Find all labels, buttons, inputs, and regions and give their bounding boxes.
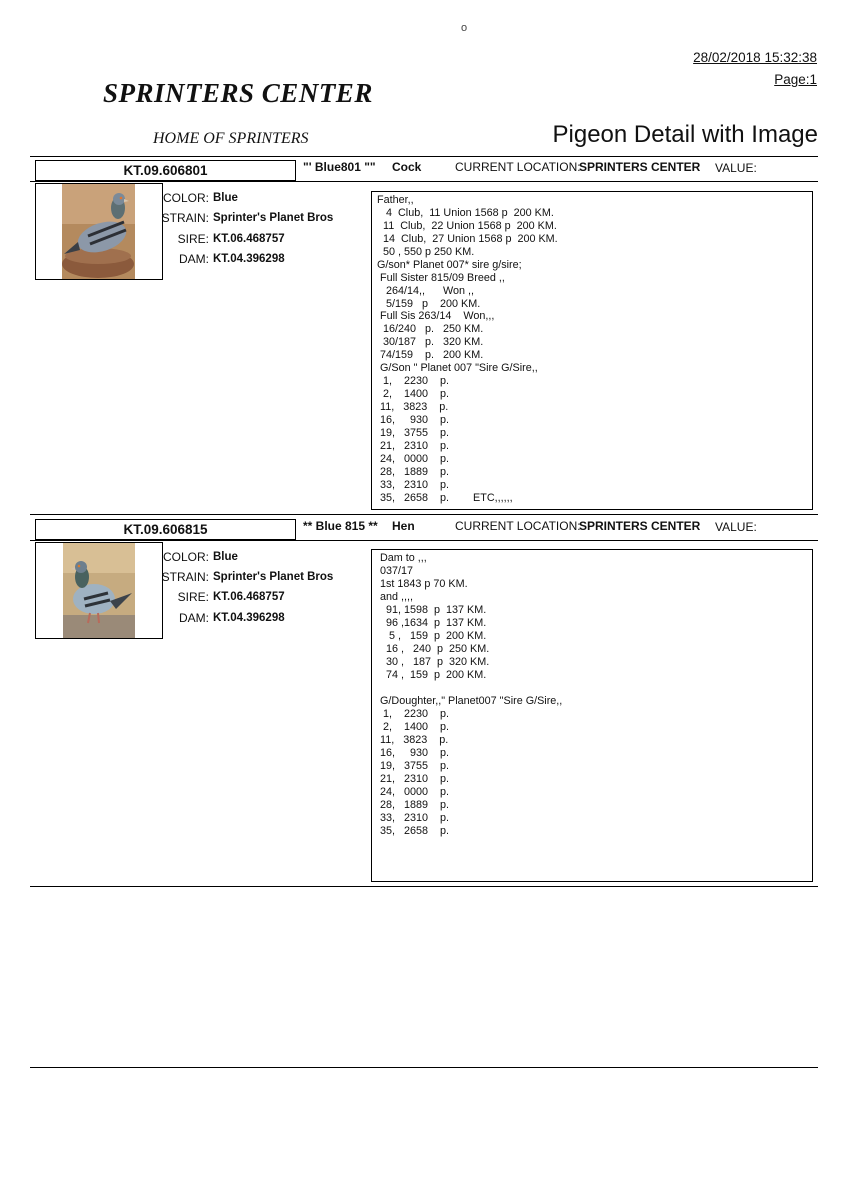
sire-label: SIRE: <box>177 590 209 604</box>
note-line: 16, 930 p. <box>377 747 450 759</box>
note-line: 24, 0000 p. <box>377 786 450 798</box>
note-line: Dam to ,,, <box>377 552 427 564</box>
note-line: G/son* Planet 007* sire g/sire; <box>377 258 522 271</box>
note-line: 2, 1400 p. <box>377 388 450 401</box>
note-line: 5/159 p 200 KM. <box>377 297 481 310</box>
strain-value: Sprinter's Planet Bros <box>213 212 334 224</box>
strain-label: STRAIN: <box>161 211 209 225</box>
color-value: Blue <box>213 192 238 204</box>
location-value: SPRINTERS CENTER <box>579 519 701 533</box>
note-line: 16, 930 p. <box>377 413 450 426</box>
pigeon-name: "' Blue801 "" <box>303 160 376 174</box>
note-line: 19, 3755 p. <box>377 426 450 439</box>
note-line: 11, 3823 p. <box>377 401 449 413</box>
ring-number: KT.09.606801 <box>35 160 296 181</box>
record-divider <box>30 514 818 515</box>
note-line: 14 Club, 27 Union 1568 p 200 KM. <box>377 232 558 245</box>
note-line: 74/159 p. 200 KM. <box>377 349 484 362</box>
report-title: Pigeon Detail with Image <box>552 121 818 148</box>
note-line: 33, 2310 p. <box>377 812 450 824</box>
company-tagline: HOME OF SPRINTERS <box>153 130 309 147</box>
note-line: G/Son " Planet 007 "Sire G/Sire,, <box>377 362 538 375</box>
note-line: 33, 2310 p. <box>377 478 450 491</box>
note-line: 2, 1400 p. <box>377 721 450 733</box>
location-label: CURRENT LOCATION: <box>455 519 581 533</box>
ring-number: KT.09.606815 <box>35 519 296 540</box>
note-line: 4 Club, 11 Union 1568 p 200 KM. <box>377 206 554 219</box>
note-line: 35, 2658 p. <box>377 825 450 837</box>
note-line: 35, 2658 p. ETC,,,,,, <box>377 491 513 504</box>
page-number: Page:1 <box>774 72 817 87</box>
pigeon-sex: Hen <box>392 519 415 533</box>
note-line: 19, 3755 p. <box>377 760 450 772</box>
sire-value: KT.06.468757 <box>213 233 285 245</box>
pedigree-notes <box>371 191 813 510</box>
value-label: VALUE: <box>715 161 757 175</box>
sire-value: KT.06.468757 <box>213 591 285 603</box>
pigeon-photo <box>35 542 163 639</box>
strain-label: STRAIN: <box>161 570 209 584</box>
note-line: G/Doughter,," Planet007 "Sire G/Sire,, <box>377 695 563 707</box>
note-line <box>377 682 812 695</box>
note-line: 21, 2310 p. <box>377 773 450 785</box>
pedigree-notes <box>371 549 813 882</box>
note-line: 11, 3823 p. <box>377 734 449 746</box>
header-divider <box>30 156 818 157</box>
strain-value: Sprinter's Planet Bros <box>213 571 334 583</box>
note-line: 11 Club, 22 Union 1568 p 200 KM. <box>377 219 557 232</box>
note-line: 30 , 187 p 320 KM. <box>377 656 490 668</box>
footer-divider <box>30 1067 818 1068</box>
note-line: 96 ,1634 p 137 KM. <box>377 617 487 629</box>
note-line: Full Sis 263/14 Won,,, <box>377 310 495 323</box>
record-divider <box>30 886 818 887</box>
page-mark: o <box>461 22 468 34</box>
note-line: Full Sister 815/09 Breed ,, <box>377 271 505 284</box>
dam-label: DAM: <box>179 611 209 625</box>
dam-value: KT.04.396298 <box>213 612 285 624</box>
note-line: 21, 2310 p. <box>377 439 450 452</box>
note-line: 1, 2230 p. <box>377 375 450 388</box>
note-line: 264/14,, Won ,, <box>377 284 475 297</box>
pigeon-sex: Cock <box>392 160 422 174</box>
record-header-divider <box>30 181 818 182</box>
note-line: and ,,,, <box>377 591 414 603</box>
note-line: 1, 2230 p. <box>377 708 450 720</box>
pigeon-photo <box>35 183 163 280</box>
note-line: 28, 1889 p. <box>377 799 450 811</box>
note-line: 50 , 550 p 250 KM. <box>377 245 475 258</box>
pigeon-name: ** Blue 815 ** <box>303 519 378 533</box>
note-line: 16 , 240 p 250 KM. <box>377 643 490 655</box>
note-line: 91, 1598 p 137 KM. <box>377 604 487 616</box>
company-name: SPRINTERS CENTER <box>103 78 373 108</box>
dam-label: DAM: <box>179 252 209 266</box>
note-line: 16/240 p. 250 KM. <box>377 323 484 336</box>
note-line: 1st 1843 p 70 KM. <box>377 578 468 590</box>
location-value: SPRINTERS CENTER <box>579 160 701 174</box>
note-line: Father,, <box>377 194 414 206</box>
note-line: 037/17 <box>377 565 414 577</box>
print-datetime: 28/02/2018 15:32:38 <box>693 50 817 65</box>
note-line: 30/187 p. 320 KM. <box>377 336 484 349</box>
note-line: 28, 1889 p. <box>377 465 450 478</box>
note-line: 24, 0000 p. <box>377 452 450 465</box>
color-label: COLOR: <box>162 550 209 564</box>
color-value: Blue <box>213 551 238 563</box>
location-label: CURRENT LOCATION: <box>455 160 581 174</box>
value-label: VALUE: <box>715 520 757 534</box>
record-header-divider <box>30 540 818 541</box>
sire-label: SIRE: <box>177 232 209 246</box>
note-line: 74 , 159 p 200 KM. <box>377 669 487 681</box>
color-label: COLOR: <box>162 191 209 205</box>
dam-value: KT.04.396298 <box>213 253 285 265</box>
note-line: 5 , 159 p 200 KM. <box>377 630 487 642</box>
